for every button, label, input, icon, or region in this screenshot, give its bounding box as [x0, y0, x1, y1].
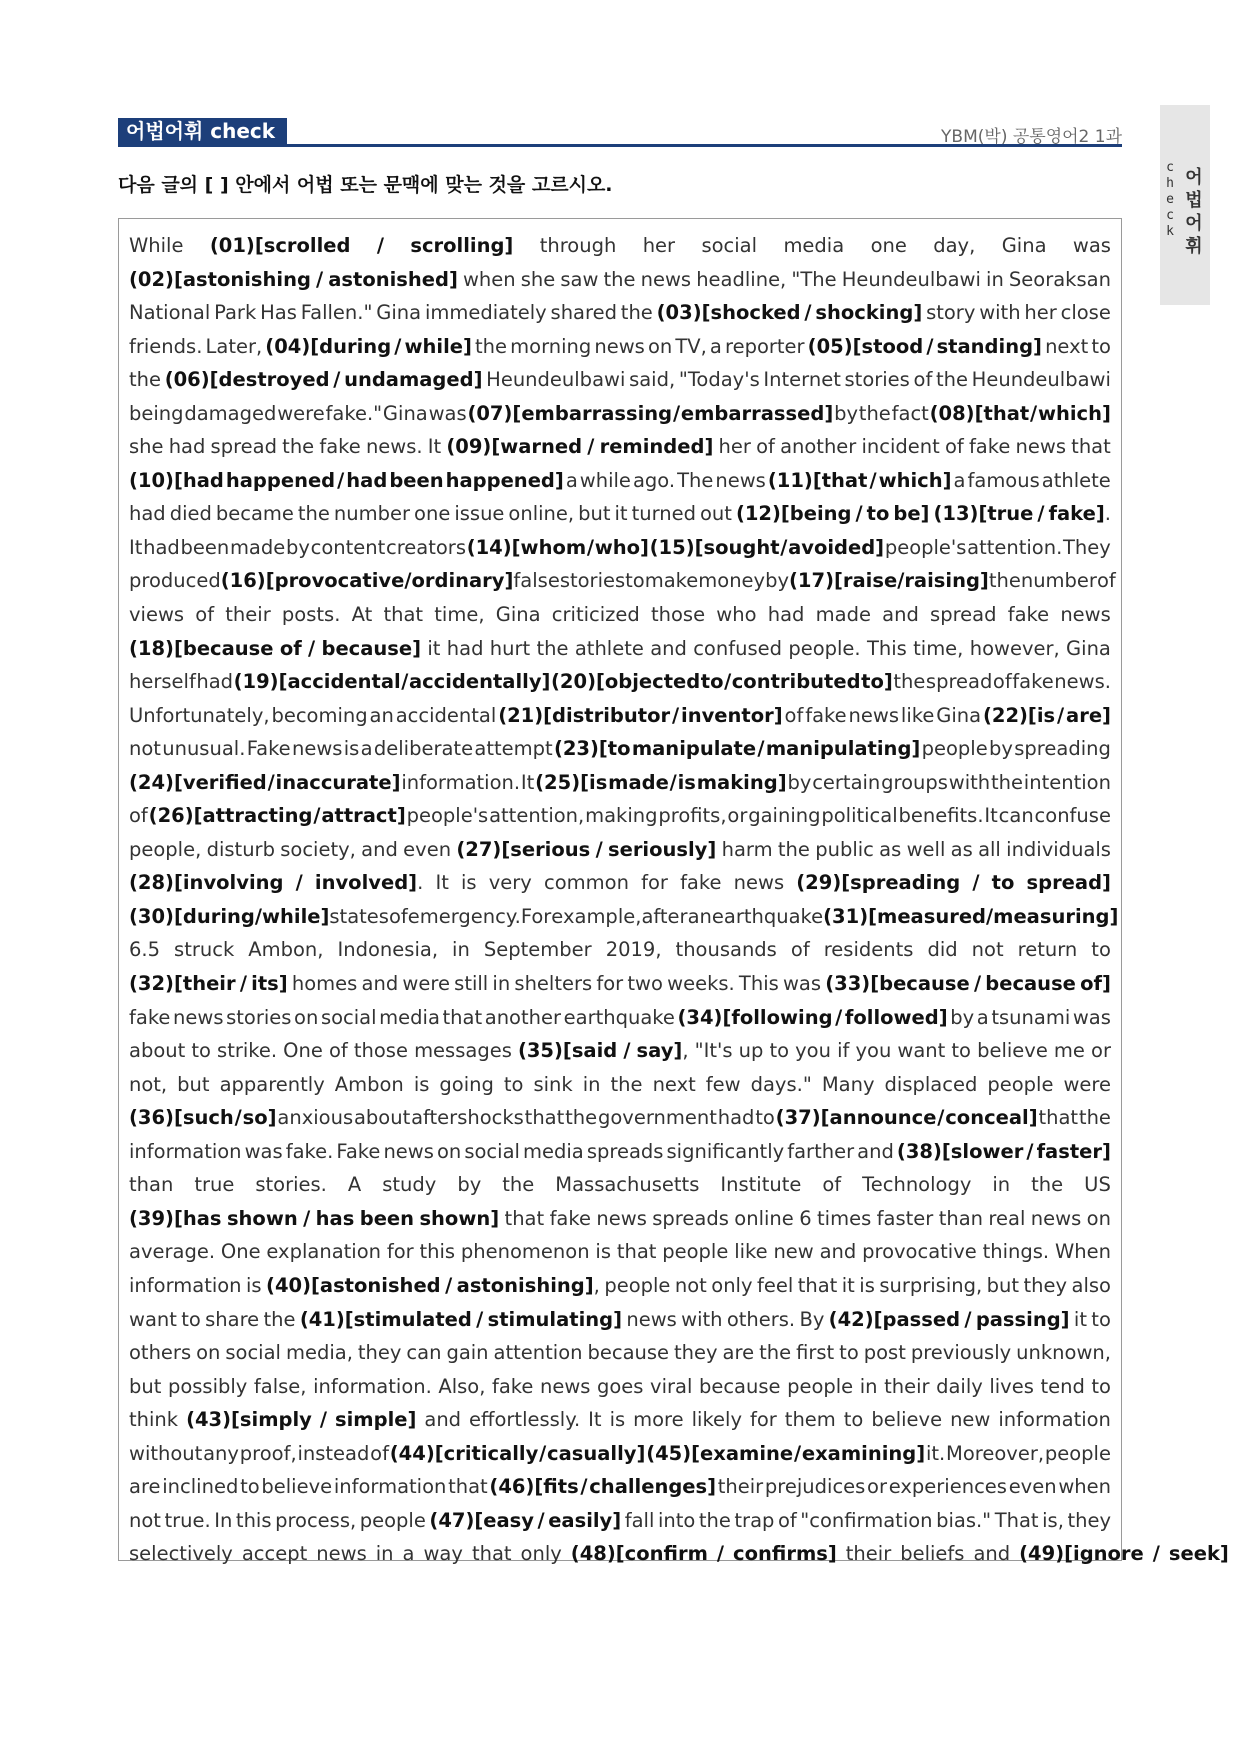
passage-line: want to share the (41)[stimulated / stimulating] news with others. By (42)[passed / passing] it to	[129, 1307, 1111, 1331]
side-latin-char: k	[1166, 224, 1174, 239]
passage-line: (32)[their / its] homes and were still in shelters for two weeks. This was (33)[because / because of]	[129, 972, 1111, 996]
passage-line: she had spread the fake news. It (09)[warned / reminded] her of another incident of fake news that	[129, 435, 1111, 459]
passage-line: 6.5 struck Ambon, Indonesia, in September 2019, thousands of residents did not return to	[129, 938, 1111, 962]
passage-line: not unusual. Fake news is a deliberate attempt (23)[to manipulate / manipulating] people by spreading	[129, 737, 1111, 761]
side-tab-check-label	[1163, 160, 1177, 240]
side-latin-char: c	[1166, 160, 1174, 175]
instruction-text: 다음 글의 [ ] 안에서 어법 또는 문맥에 맞는 것을 고르시오.	[118, 174, 613, 196]
side-latin-char: h	[1166, 176, 1174, 191]
passage-line: (39)[has shown / has been shown] that fake news spreads online 6 times faster than real news on	[129, 1206, 1111, 1230]
side-latin-char: e	[1166, 192, 1174, 207]
passage-line: not true. In this process, people (47)[easy / easily] fall into the trap of "confirmation bias." That is, they	[129, 1508, 1111, 1532]
passage-line: National Park Has Fallen." Gina immediately shared the (03)[shocked / shocking] story with her close	[129, 301, 1111, 325]
passage-line: think (43)[simply / simple] and effortlessly. It is more likely for them to believe new information	[129, 1408, 1111, 1432]
passage-line: being damaged were fake." Gina was (07)[embarrassing / embarrassed] by the fact (08)[that / which]	[129, 401, 1111, 425]
passage-line: friends. Later, (04)[during / while] the morning news on TV, a reporter (05)[stood / standing] next to	[129, 334, 1111, 358]
side-tab-korean-label	[1183, 166, 1205, 258]
passage-line: not, but apparently Ambon is going to sink in the next few days." Many displaced people were	[129, 1072, 1111, 1096]
passage-line: information is (40)[astonished / astonishing], people not only feel that it is surprising, but they also	[129, 1273, 1111, 1297]
passage-line: (36)[such / so] anxious about aftershocks that the government had to (37)[announce / conceal] that the	[129, 1106, 1111, 1130]
passage-line: While (01)[scrolled / scrolling] through her social media one day, Gina was	[129, 234, 1111, 257]
passage-line: information was fake. Fake news on social media spreads significantly farther and (38)[slower / faster]	[129, 1139, 1111, 1163]
passage-line: (28)[involving / involved]. It is very common for fake news (29)[spreading / to spread]	[129, 871, 1111, 895]
passage-line: without any proof, instead of (44)[critically / casually] (45)[examine / examining] it. Moreover, people	[129, 1441, 1111, 1465]
side-korean-char: 휘	[1185, 236, 1203, 257]
textbook-label: YBM(박) 공통영어2 1과	[941, 127, 1122, 147]
side-korean-char: 어	[1185, 167, 1203, 188]
passage-line: fake news stories on social media that another earthquake (34)[following / followed] by a tsunami was	[129, 1005, 1111, 1029]
passage-line: are inclined to believe information that (46)[fits / challenges] their prejudices or experiences even when	[129, 1475, 1111, 1499]
passage-line: had died became the number one issue online, but it turned out (12)[being / to be] (13)[true / fake].	[129, 502, 1111, 526]
side-latin-char: c	[1166, 208, 1174, 223]
passage-line: produced (16)[provocative / ordinary] false stories to make money by (17)[raise / raising] the number of	[129, 569, 1116, 593]
passage-line: average. One explanation for this phenomenon is that people like new and provocative things. When	[129, 1240, 1111, 1264]
passage-line: selectively accept news in a way that only (48)[confirm / confirms] their beliefs and (49)[ignore / seek]	[129, 1542, 1229, 1566]
passage-line: (24)[verified / inaccurate] information. It (25)[is made / is making] by certain groups with the intention	[129, 770, 1111, 794]
passage-line: people, disturb society, and even (27)[serious / seriously] harm the public as well as all individuals	[129, 837, 1111, 861]
passage-line: (10)[had happened / had been happened] a while ago. The news (11)[that / which] a famous athlete	[129, 468, 1111, 492]
passage-line: (02)[astonishing / astonished] when she saw the news headline, "The Heundeulbawi in Seoraksan	[129, 267, 1111, 291]
passage-line: others on social media, they can gain attention because they are the first to post previously unknown,	[129, 1341, 1111, 1365]
passage-line: Unfortunately, becoming an accidental (21)[distributor / inventor] of fake news like Gina (22)[is / are]	[129, 703, 1111, 727]
passage-line: the (06)[destroyed / undamaged] Heundeulbawi said, "Today's Internet stories of the Heundeulbawi	[129, 368, 1111, 392]
side-korean-char: 어	[1185, 213, 1203, 234]
passage-line: herself had (19)[accidental / accidentally] (20)[objected to / contributed to] the spread of fake news.	[129, 670, 1111, 694]
side-korean-char: 법	[1185, 190, 1203, 211]
passage-line: It had been made by content creators (14)[whom / who] (15)[sought / avoided] people's attention. They	[129, 535, 1111, 559]
section-tag: 어법어휘 check	[118, 118, 287, 144]
passage-line: (18)[because of / because] it had hurt the athlete and confused people. This time, however, Gina	[129, 636, 1111, 660]
passage-line: about to strike. One of those messages (35)[said / say], "It's up to you if you want to believe me or	[129, 1039, 1111, 1063]
passage-line: of (26)[attracting / attract] people's attention, making profits, or gaining political benefits. It can confuse	[129, 804, 1111, 828]
passage-line: than true stories. A study by the Massachusetts Institute of Technology in the US	[129, 1173, 1111, 1197]
passage-line: views of their posts. At that time, Gina criticized those who had made and spread fake news	[129, 603, 1111, 627]
passage-box	[118, 218, 1229, 1566]
passage-line: but possibly false, information. Also, fake news goes viral because people in their daily lives tend to	[129, 1374, 1111, 1398]
passage-line: (30)[during / while] states of emergency. For example, after an earthquake (31)[measured / measuring]	[129, 904, 1119, 928]
